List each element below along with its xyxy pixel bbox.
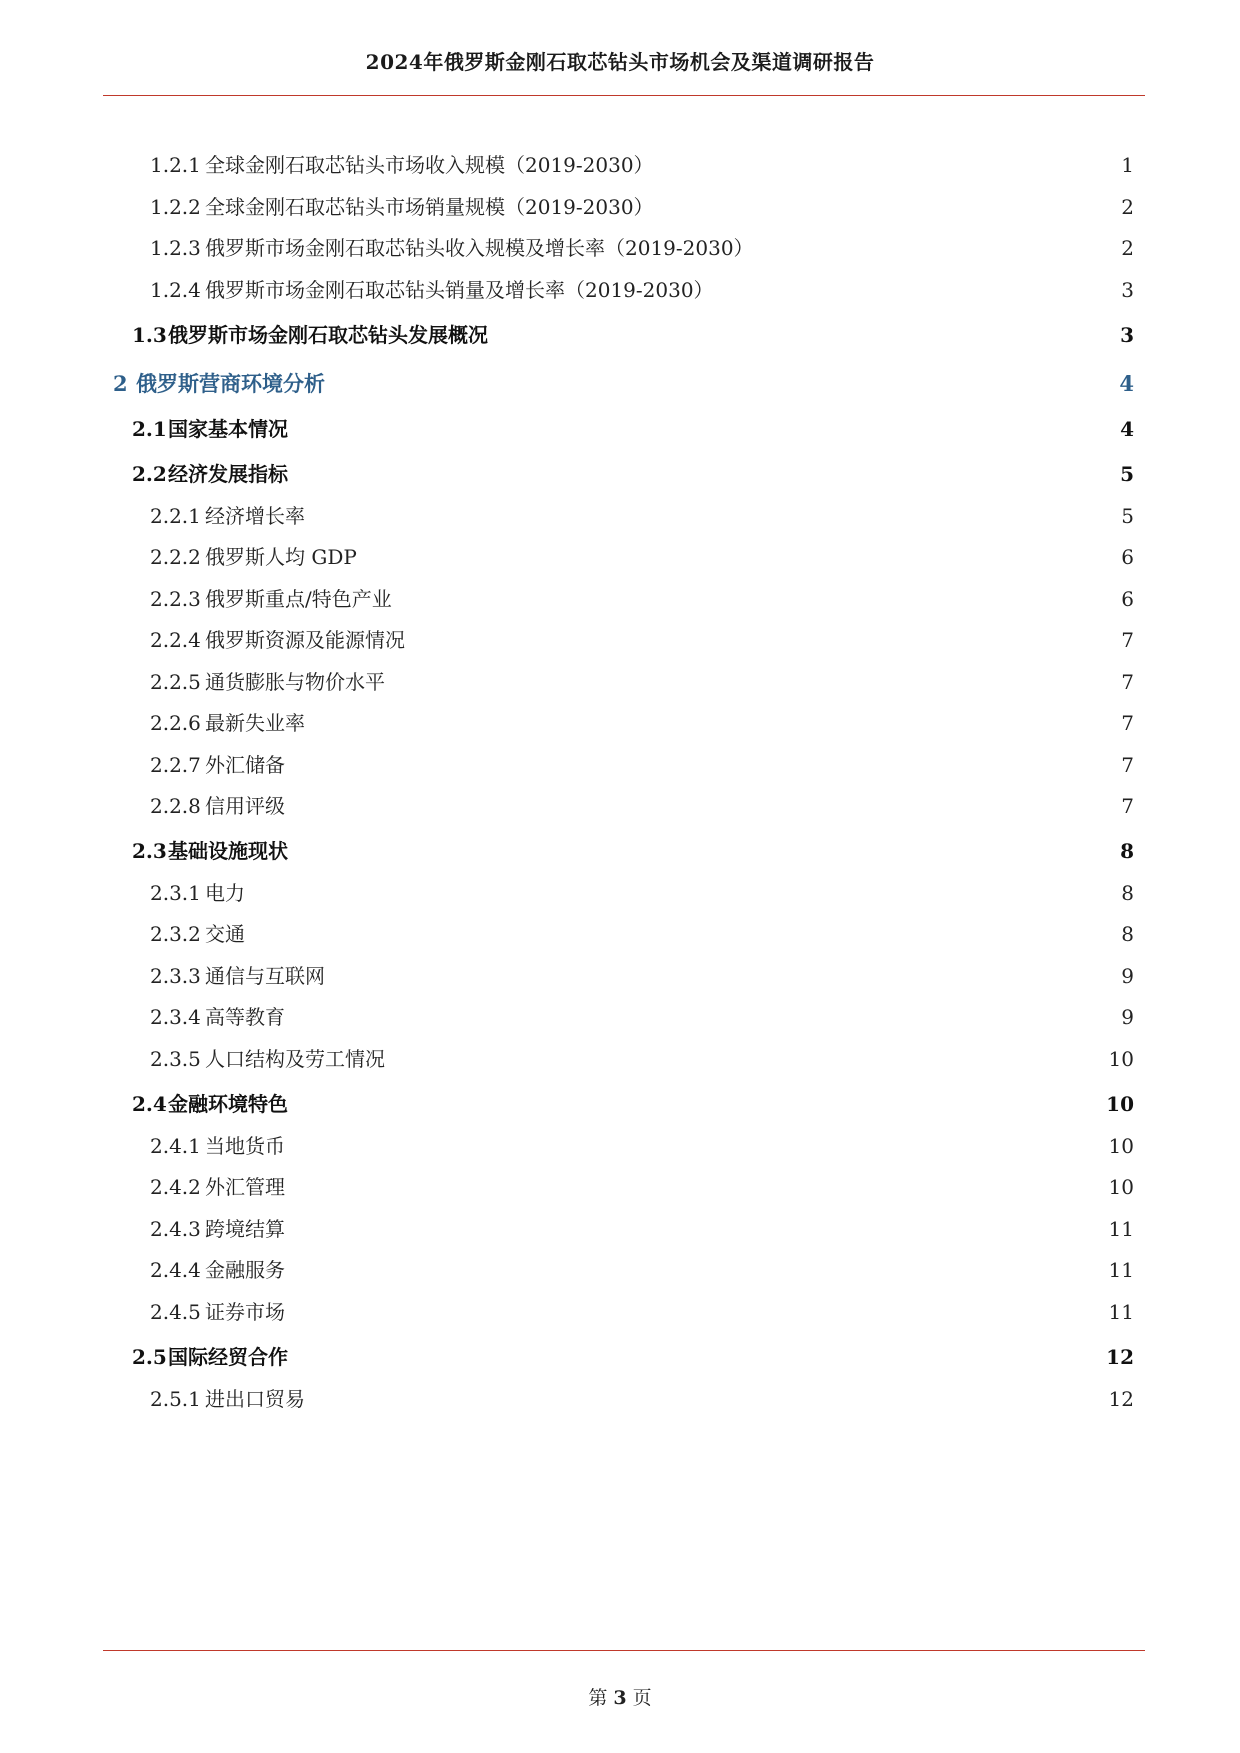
toc-entry-page-number: 2 [1121,195,1134,219]
toc-entry-title: 金融服务 [205,1258,285,1282]
toc-entry-page-number: 10 [1108,1175,1134,1199]
toc-entry-title: 经济增长率 [205,504,305,528]
toc-entry-title: 进出口贸易 [205,1387,305,1411]
toc-entry-page-number: 12 [1108,1387,1134,1411]
toc-entry-title: 最新失业率 [205,711,305,735]
toc-entry-number: 2.4.5 [150,1300,201,1324]
toc-entry-page-number: 2 [1121,236,1134,260]
toc-entry-number: 2.3.2 [150,922,201,946]
toc-entry[interactable] [0,917,1240,951]
toc-entry-title: 俄罗斯资源及能源情况 [205,628,405,652]
toc-entry[interactable] [0,1382,1240,1416]
page-header-title: 2024年俄罗斯金刚石取芯钻头市场机会及渠道调研报告 [365,50,875,74]
toc-entry[interactable] [0,1087,1240,1121]
toc-entry[interactable] [0,231,1240,265]
toc-entry-title: 俄罗斯市场金刚石取芯钻头发展概况 [168,323,488,347]
toc-entry[interactable] [0,1340,1240,1374]
toc-entry-number: 1.3 [132,323,167,347]
toc-entry-title: 电力 [205,881,245,905]
toc-entry-title: 全球金刚石取芯钻头市场销量规模（2019-2030） [205,195,654,219]
toc-entry-page-number: 1 [1121,153,1134,177]
toc-entry-number: 2.1 [132,417,167,441]
toc-entry-number: 2.4 [132,1092,167,1116]
toc-entry-page-number: 4 [1120,417,1134,441]
toc-entry-number: 2.2.5 [150,670,201,694]
toc-entry[interactable] [0,190,1240,224]
toc-entry-title: 高等教育 [205,1005,285,1029]
footer-divider [103,1650,1145,1651]
toc-entry[interactable] [0,273,1240,307]
toc-entry-number: 2.3.3 [150,964,201,988]
toc-entry-title: 交通 [205,922,245,946]
toc-entry-page-number: 6 [1121,587,1134,611]
toc-entry[interactable] [0,789,1240,823]
toc-entry-number: 2.2.4 [150,628,201,652]
toc-entry-page-number: 9 [1121,964,1134,988]
toc-entry-number: 2.2 [132,462,167,486]
toc-entry[interactable] [0,412,1240,446]
toc-entry-page-number: 10 [1108,1134,1134,1158]
toc-entry-page-number: 12 [1106,1345,1134,1369]
toc-entry[interactable] [0,457,1240,491]
footer-suffix: 页 [632,1687,652,1709]
toc-entry-page-number: 8 [1120,839,1134,863]
toc-entry-number: 2.2.6 [150,711,201,735]
toc-entry-title: 国际经贸合作 [168,1345,288,1369]
toc-entry[interactable] [0,876,1240,910]
toc-entry-number: 2.4.4 [150,1258,201,1282]
toc-entry-page-number: 10 [1108,1047,1134,1071]
page-footer [0,1683,1240,1710]
toc-entry[interactable] [0,1295,1240,1329]
toc-entry[interactable] [0,499,1240,533]
toc-entry-number: 1.2.1 [150,153,201,177]
toc-entry-title: 全球金刚石取芯钻头市场收入规模（2019-2030） [205,153,654,177]
toc-entry-page-number: 8 [1121,922,1134,946]
toc-entry-number: 2.2.3 [150,587,201,611]
toc-entry-page-number: 9 [1121,1005,1134,1029]
toc-entry-page-number: 7 [1121,753,1134,777]
toc-entry[interactable] [0,1170,1240,1204]
toc-entry[interactable] [0,706,1240,740]
toc-entry[interactable] [0,540,1240,574]
toc-entry[interactable] [0,1212,1240,1246]
toc-entry[interactable] [0,1129,1240,1163]
toc-entry-number: 2.4.3 [150,1217,201,1241]
toc-entry-number: 2.3 [132,839,167,863]
toc-entry-number: 1.2.3 [150,236,201,260]
toc-entry[interactable] [0,959,1240,993]
toc-entry-title: 俄罗斯市场金刚石取芯钻头销量及增长率（2019-2030） [205,278,714,302]
toc-entry-title: 通货膨胀与物价水平 [205,670,385,694]
toc-entry-page-number: 7 [1121,794,1134,818]
toc-entry-number: 2.4.2 [150,1175,201,1199]
toc-entry-number: 1.2.2 [150,195,201,219]
toc-entry-title: 俄罗斯营商环境分析 [136,371,325,396]
toc-entry-number: 2.3.4 [150,1005,201,1029]
toc-entry-title: 俄罗斯市场金刚石取芯钻头收入规模及增长率（2019-2030） [205,236,754,260]
toc-entry-page-number: 7 [1121,711,1134,735]
toc-entry-number: 2.2.2 [150,545,201,569]
toc-entry-page-number: 11 [1108,1300,1134,1324]
toc-entry-title: 信用评级 [205,794,285,818]
toc-entry[interactable] [0,665,1240,699]
toc-entry-page-number: 6 [1121,545,1134,569]
toc-entry-number: 2.2.1 [150,504,201,528]
toc-entry[interactable] [0,834,1240,868]
toc-entry[interactable] [0,367,1240,401]
toc-entry-title: 外汇储备 [205,753,285,777]
header-divider [103,95,1145,96]
toc-entry[interactable] [0,1042,1240,1076]
toc-entry[interactable] [0,1000,1240,1034]
toc-entry-number: 2.2.8 [150,794,201,818]
toc-entry-page-number: 3 [1121,278,1134,302]
toc-entry-title: 俄罗斯人均 GDP [205,545,357,569]
toc-entry-number: 2.3.5 [150,1047,201,1071]
toc-entry-page-number: 5 [1121,504,1134,528]
toc-entry-title: 通信与互联网 [205,964,325,988]
toc-entry-page-number: 4 [1119,371,1134,396]
toc-entry-title: 经济发展指标 [168,462,288,486]
toc-entry[interactable] [0,582,1240,616]
toc-entry-number: 2.3.1 [150,881,201,905]
toc-entry-page-number: 7 [1121,670,1134,694]
toc-entry-title: 当地货币 [205,1134,285,1158]
toc-entry-number: 2.5.1 [150,1387,201,1411]
toc-entry-title: 基础设施现状 [168,839,288,863]
toc-entry[interactable] [0,748,1240,782]
footer-prefix: 第 [588,1687,608,1709]
toc-entry-title: 金融环境特色 [168,1092,288,1116]
toc-entry-number: 2.2.7 [150,753,201,777]
toc-entry-number: 2.4.1 [150,1134,201,1158]
toc-entry[interactable] [0,1253,1240,1287]
toc-entry-page-number: 11 [1108,1217,1134,1241]
toc-entry-page-number: 8 [1121,881,1134,905]
toc-entry-title: 证券市场 [205,1300,285,1324]
toc-entry-title: 国家基本情况 [168,417,288,441]
toc-entry-title: 人口结构及劳工情况 [205,1047,385,1071]
toc-entry-page-number: 3 [1120,323,1134,347]
toc-entry-title: 外汇管理 [205,1175,285,1199]
toc-entry[interactable] [0,148,1240,182]
toc-entry-title: 俄罗斯重点/特色产业 [205,587,392,611]
toc-entry-page-number: 5 [1120,462,1134,486]
toc-entry-number: 2.5 [132,1345,167,1369]
toc-entry[interactable] [0,623,1240,657]
toc-entry-number: 2 [113,371,128,396]
toc-entry-title: 跨境结算 [205,1217,285,1241]
toc-entry-number: 1.2.4 [150,278,201,302]
toc-entry[interactable] [0,318,1240,352]
toc-entry-page-number: 10 [1106,1092,1134,1116]
toc-entry-page-number: 11 [1108,1258,1134,1282]
footer-page-number: 3 [613,1687,627,1709]
toc-entry-page-number: 7 [1121,628,1134,652]
